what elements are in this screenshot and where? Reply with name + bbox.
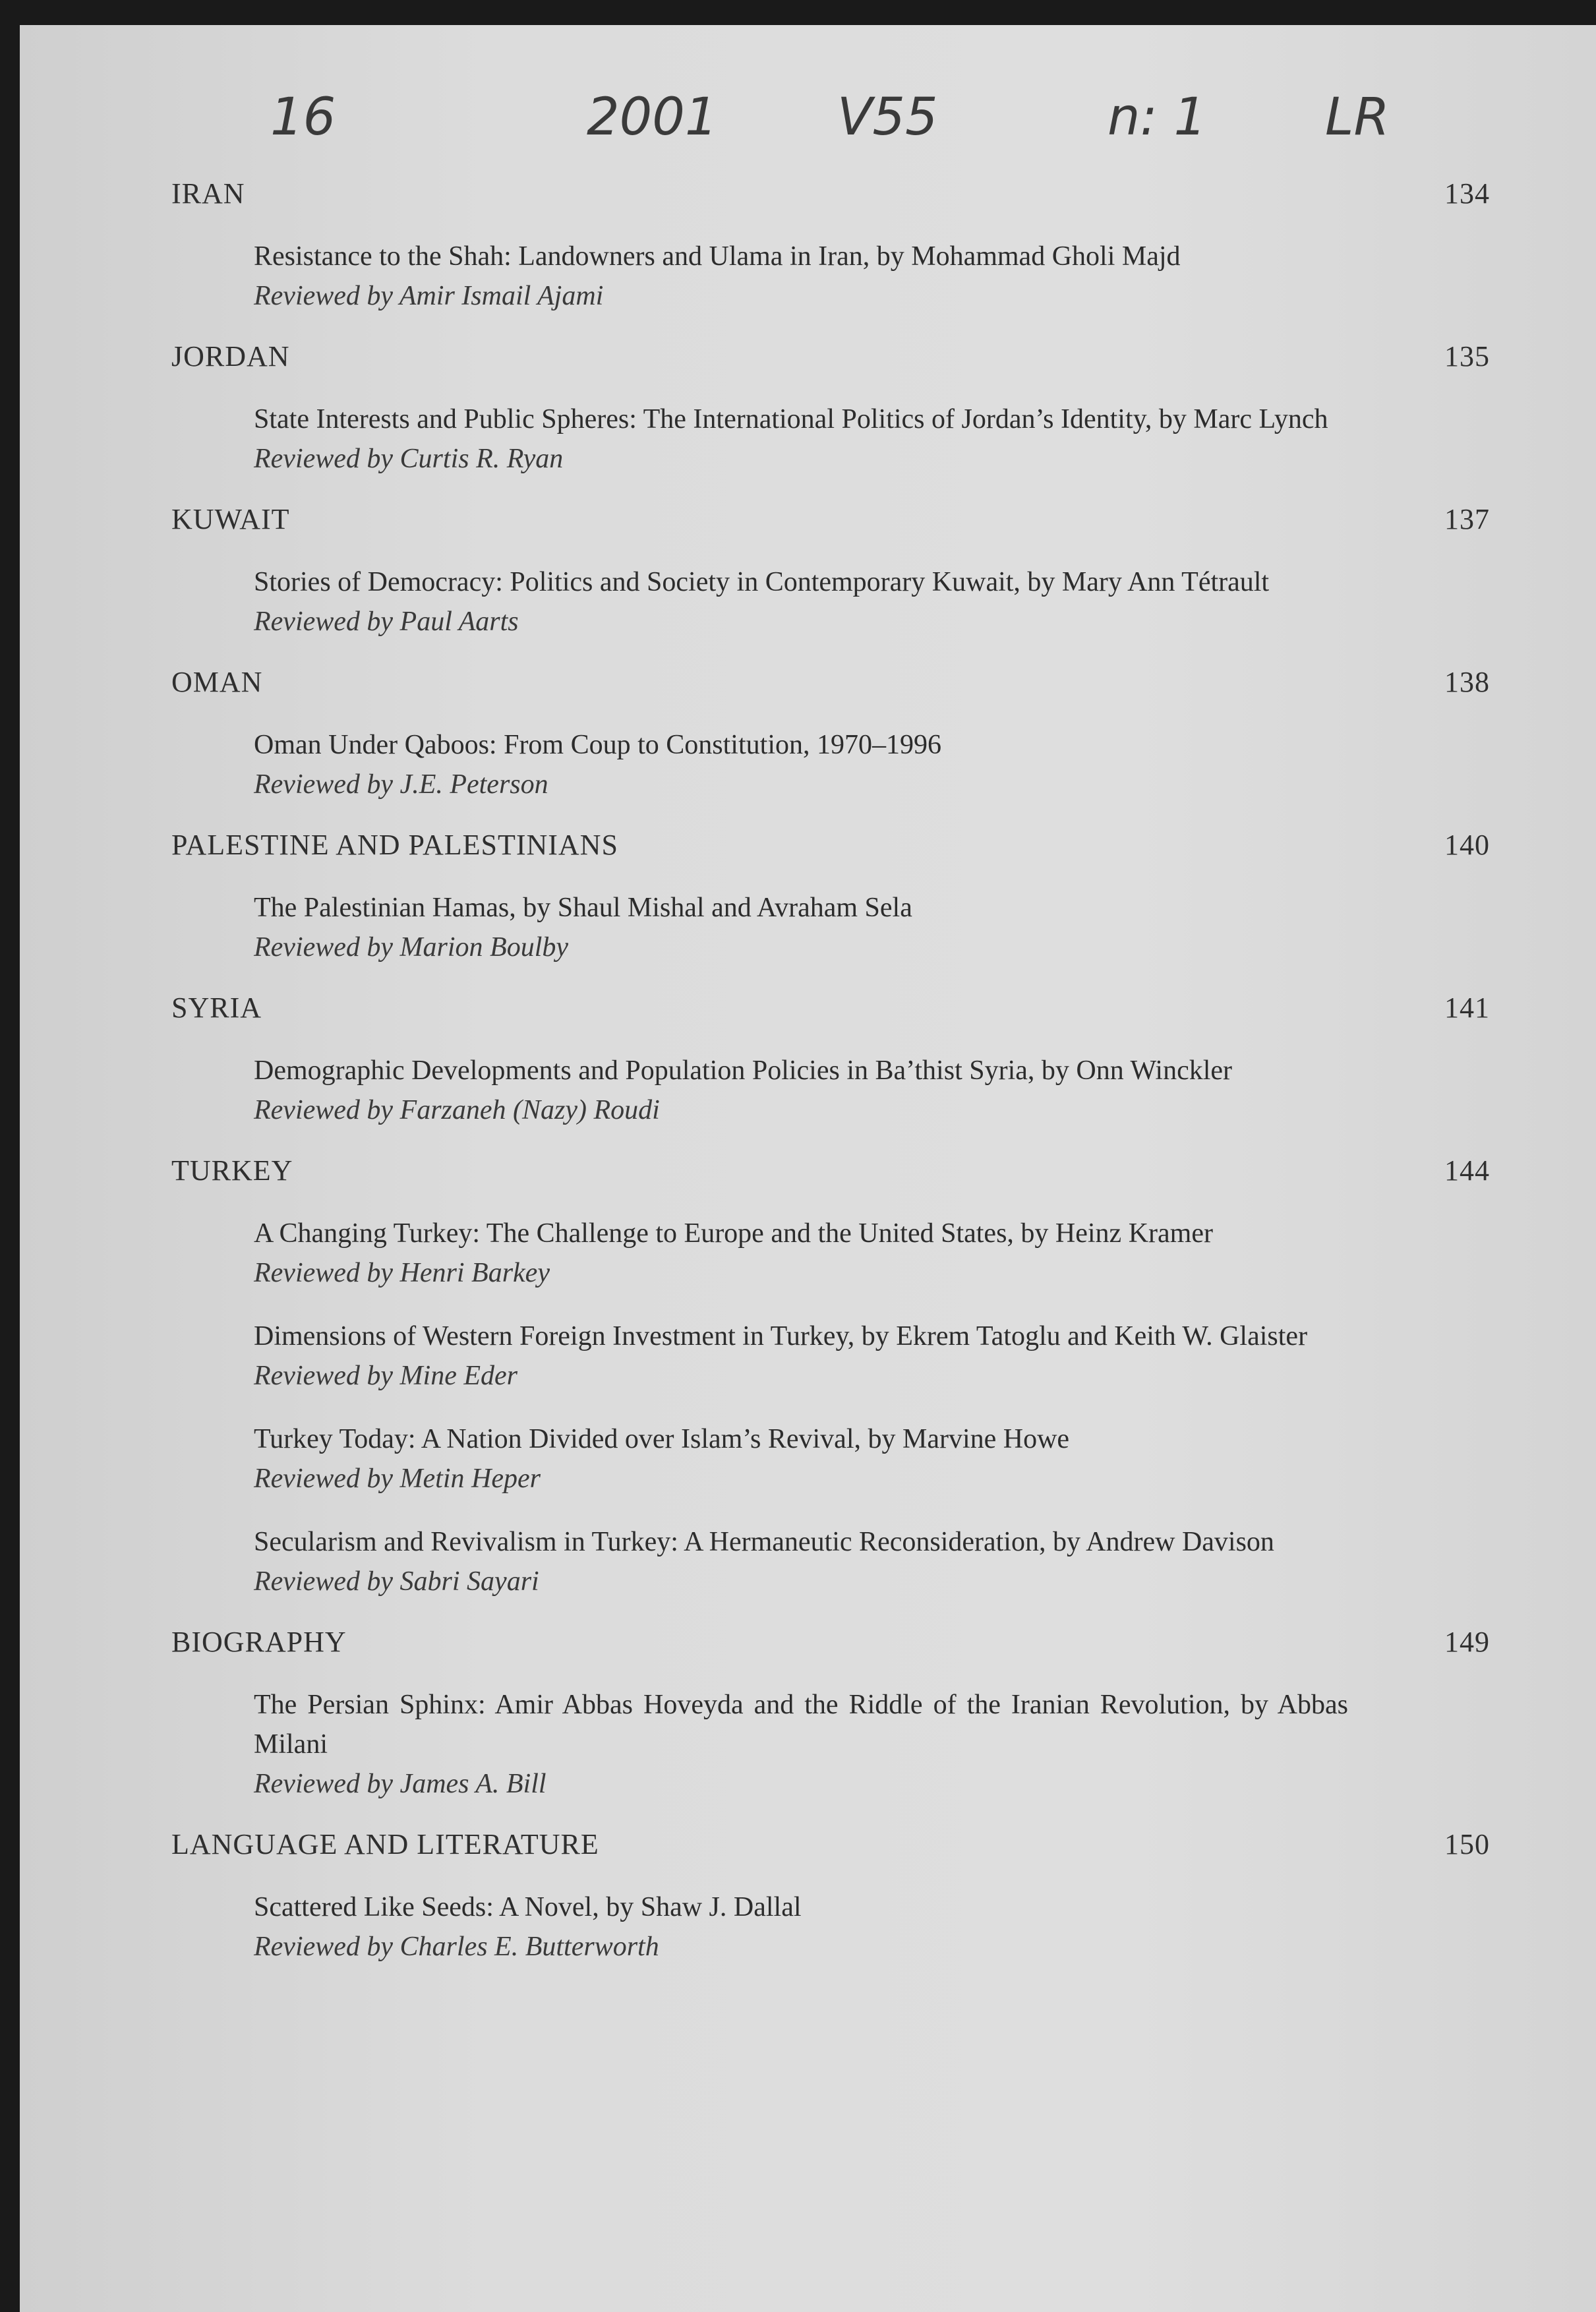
reviewer-credit: Reviewed by Curtis R. Ryan: [254, 444, 564, 474]
review-entry: [254, 888, 1348, 967]
book-title: State Interests and Public Spheres: The International Politics of Jordan’s Identity, by Marc Lynch: [254, 404, 1328, 434]
reviewer-credit: Reviewed by Amir Ismail Ajami: [254, 281, 604, 311]
review-entry: [254, 1522, 1348, 1601]
section-page-number: 140: [1444, 829, 1490, 861]
book-title: The Palestinian Hamas, by Shaul Mishal and Avraham Sela: [254, 893, 912, 923]
reviewer-credit: Reviewed by Marion Boulby: [254, 932, 569, 963]
review-entry: [254, 237, 1348, 316]
reviewer-credit: Reviewed by Mine Eder: [254, 1361, 517, 1391]
toc-section: [171, 991, 1496, 1130]
section-header: [171, 177, 1496, 210]
reviewer-credit: Reviewed by James A. Bill: [254, 1769, 547, 1799]
reviewer-credit: Reviewed by Charles E. Butterworth: [254, 1932, 659, 1962]
review-entry: [254, 400, 1348, 479]
book-title: Secularism and Revivalism in Turkey: A Hermaneutic Reconsideration, by Andrew Davison: [254, 1527, 1274, 1557]
section-page-number: 144: [1444, 1154, 1490, 1187]
book-title: Scattered Like Seeds: A Novel, by Shaw J. Dallal: [254, 1892, 802, 1922]
section-header: [171, 991, 1496, 1024]
review-entry: [254, 1317, 1348, 1396]
section-heading: TURKEY: [171, 1154, 293, 1187]
review-entry: [254, 1685, 1348, 1804]
section-header: [171, 1154, 1496, 1187]
handwritten-issue: n: 1: [1108, 88, 1207, 147]
book-title: Oman Under Qaboos: From Coup to Constitution, 1970–1996: [254, 730, 941, 760]
book-title: Demographic Developments and Population Policies in Ba’thist Syria, by Onn Winckler: [254, 1055, 1233, 1086]
section-page-number: 137: [1444, 503, 1490, 535]
section-header: [171, 502, 1496, 536]
toc-section: [171, 665, 1496, 804]
toc-section: [171, 1625, 1496, 1804]
review-entry: [254, 1051, 1348, 1130]
section-header: [171, 1827, 1496, 1861]
section-heading: PALESTINE AND PALESTINIANS: [171, 829, 618, 861]
section-heading: JORDAN: [171, 340, 290, 372]
reviewer-credit: Reviewed by Sabri Sayari: [254, 1566, 539, 1597]
section-heading: BIOGRAPHY: [171, 1626, 347, 1658]
section-page-number: 150: [1444, 1828, 1490, 1860]
review-entry: [254, 1419, 1348, 1498]
section-heading: OMAN: [171, 666, 263, 698]
reviewer-credit: Reviewed by Farzaneh (Nazy) Roudi: [254, 1095, 660, 1125]
reviewer-credit: Reviewed by Metin Heper: [254, 1464, 541, 1494]
handwritten-year: 2001: [587, 88, 718, 147]
handwritten-volume-number: 16: [270, 88, 336, 147]
book-title: A Changing Turkey: The Challenge to Europe and the United States, by Heinz Kramer: [254, 1218, 1213, 1249]
book-title: Stories of Democracy: Politics and Society in Contemporary Kuwait, by Mary Ann Tétrault: [254, 567, 1270, 597]
toc-section: [171, 340, 1496, 479]
reviewer-credit: Reviewed by J.E. Peterson: [254, 769, 548, 800]
section-header: [171, 828, 1496, 862]
section-heading: LANGUAGE AND LITERATURE: [171, 1828, 599, 1860]
section-page-number: 141: [1444, 992, 1490, 1024]
book-title: The Persian Sphinx: Amir Abbas Hoveyda and the Riddle of the Iranian Revolution, by Abbas Milani: [254, 1690, 1348, 1760]
section-header: [171, 340, 1496, 373]
section-page-number: 134: [1444, 177, 1490, 210]
reviewer-credit: Reviewed by Henri Barkey: [254, 1258, 550, 1288]
table-of-contents: [171, 177, 1496, 1990]
section-page-number: 135: [1444, 340, 1490, 372]
section-page-number: 149: [1444, 1626, 1490, 1658]
reviewer-credit: Reviewed by Paul Aarts: [254, 607, 519, 637]
section-header: [171, 665, 1496, 699]
section-heading: KUWAIT: [171, 503, 290, 535]
review-entry: [254, 562, 1348, 641]
toc-section: [171, 828, 1496, 967]
document-page: [20, 25, 1596, 2312]
review-entry: [254, 1214, 1348, 1293]
book-title: Resistance to the Shah: Landowners and Ulama in Iran, by Mohammad Gholi Majd: [254, 241, 1181, 272]
handwritten-note: [20, 88, 1596, 167]
book-title: Dimensions of Western Foreign Investment in Turkey, by Ekrem Tatoglu and Keith W. Glaister: [254, 1321, 1308, 1351]
review-entry: [254, 725, 1348, 804]
review-entry: [254, 1887, 1348, 1967]
section-page-number: 138: [1444, 666, 1490, 698]
section-heading: IRAN: [171, 177, 245, 210]
handwritten-initials: LR: [1325, 88, 1390, 147]
toc-section: [171, 177, 1496, 316]
toc-section: [171, 1827, 1496, 1967]
handwritten-volume: V55: [837, 88, 938, 147]
toc-section: [171, 1154, 1496, 1601]
book-title: Turkey Today: A Nation Divided over Islam’s Revival, by Marvine Howe: [254, 1424, 1070, 1454]
section-header: [171, 1625, 1496, 1659]
toc-section: [171, 502, 1496, 641]
section-heading: SYRIA: [171, 992, 262, 1024]
